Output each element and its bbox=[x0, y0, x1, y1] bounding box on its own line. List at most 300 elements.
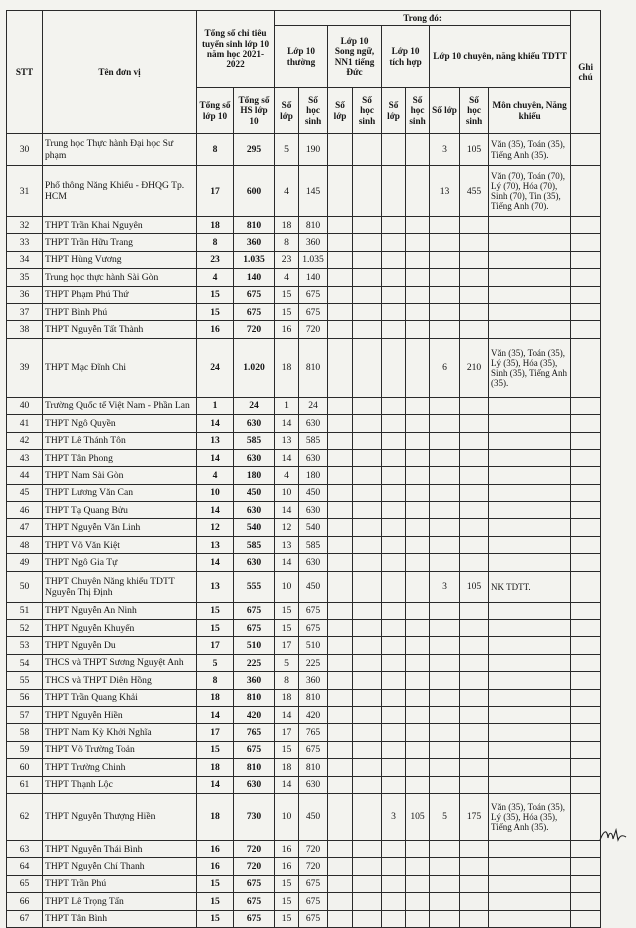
cell-mon-chuyen: Văn (35), Toán (35), Lý (35), Hóa (35), Sinh (35), Tiếng Anh (35). bbox=[489, 338, 571, 397]
cell-mon-chuyen bbox=[489, 910, 571, 927]
header-tong-chi-tieu: Tổng số chỉ tiêu tuyển sinh lớp 10 năm học 2021-2022 bbox=[197, 11, 275, 88]
cell-song-ngu-so-lop bbox=[328, 875, 353, 892]
cell-ghi-chu bbox=[571, 858, 601, 875]
cell-ghi-chu bbox=[571, 251, 601, 268]
cell-thuong-so-lop: 15 bbox=[275, 875, 299, 892]
cell-tich-hop-so-lop bbox=[382, 303, 406, 320]
cell-ghi-chu bbox=[571, 776, 601, 793]
cell-thuong-so-lop: 1 bbox=[275, 397, 299, 414]
cell-chuyen-so-hs bbox=[460, 672, 489, 689]
cell-ghi-chu bbox=[571, 620, 601, 637]
cell-tong-so-lop: 24 bbox=[197, 338, 234, 397]
cell-ghi-chu bbox=[571, 519, 601, 536]
cell-tong-so-lop: 16 bbox=[197, 321, 234, 338]
cell-thuong-so-lop: 14 bbox=[275, 554, 299, 571]
cell-tong-so-lop: 13 bbox=[197, 536, 234, 553]
cell-tong-so-lop: 15 bbox=[197, 286, 234, 303]
cell-ghi-chu bbox=[571, 303, 601, 320]
cell-stt: 55 bbox=[7, 672, 43, 689]
cell-song-ngu-so-lop bbox=[328, 741, 353, 758]
cell-ghi-chu bbox=[571, 217, 601, 234]
cell-tong-so-lop: 15 bbox=[197, 893, 234, 910]
cell-chuyen-so-lop bbox=[430, 234, 460, 251]
cell-tong-so-hs: 810 bbox=[234, 217, 275, 234]
table-body bbox=[7, 134, 601, 928]
cell-stt: 58 bbox=[7, 724, 43, 741]
cell-ten-don-vi: THPT Trần Quang Khải bbox=[43, 689, 197, 706]
cell-ghi-chu bbox=[571, 432, 601, 449]
cell-tong-so-hs: 180 bbox=[234, 467, 275, 484]
cell-ghi-chu bbox=[571, 893, 601, 910]
cell-thuong-so-lop: 15 bbox=[275, 620, 299, 637]
cell-mon-chuyen bbox=[489, 706, 571, 723]
cell-chuyen-so-hs: 210 bbox=[460, 338, 489, 397]
cell-mon-chuyen bbox=[489, 467, 571, 484]
cell-song-ngu-so-lop bbox=[328, 571, 353, 602]
cell-stt: 48 bbox=[7, 536, 43, 553]
cell-tich-hop-so-lop bbox=[382, 134, 406, 166]
cell-song-ngu-so-hs bbox=[353, 706, 382, 723]
cell-tich-hop-so-hs bbox=[406, 910, 430, 927]
cell-song-ngu-so-hs bbox=[353, 776, 382, 793]
cell-song-ngu-so-hs bbox=[353, 620, 382, 637]
table-row bbox=[7, 706, 601, 723]
cell-thuong-so-hs: 630 bbox=[299, 554, 328, 571]
cell-song-ngu-so-lop bbox=[328, 432, 353, 449]
cell-tich-hop-so-lop bbox=[382, 759, 406, 776]
cell-tich-hop-so-lop bbox=[382, 217, 406, 234]
table-row bbox=[7, 286, 601, 303]
table-row bbox=[7, 536, 601, 553]
cell-ghi-chu bbox=[571, 286, 601, 303]
cell-tich-hop-so-hs bbox=[406, 620, 430, 637]
cell-tich-hop-so-hs bbox=[406, 706, 430, 723]
cell-ghi-chu bbox=[571, 467, 601, 484]
cell-thuong-so-hs: 540 bbox=[299, 519, 328, 536]
header-tich-hop-so-lop: Số lớp bbox=[382, 88, 406, 134]
cell-tich-hop-so-hs bbox=[406, 251, 430, 268]
cell-thuong-so-hs: 585 bbox=[299, 432, 328, 449]
table-row bbox=[7, 217, 601, 234]
cell-ten-don-vi: THPT Tân Phong bbox=[43, 449, 197, 466]
cell-tong-so-lop: 14 bbox=[197, 415, 234, 432]
cell-tong-so-hs: 675 bbox=[234, 286, 275, 303]
cell-song-ngu-so-hs bbox=[353, 303, 382, 320]
cell-tong-so-hs: 1.020 bbox=[234, 338, 275, 397]
cell-ghi-chu bbox=[571, 793, 601, 840]
header-lop10-tich-hop: Lớp 10 tích hợp bbox=[382, 26, 430, 88]
cell-stt: 30 bbox=[7, 134, 43, 166]
cell-stt: 53 bbox=[7, 637, 43, 654]
table-row bbox=[7, 858, 601, 875]
cell-mon-chuyen bbox=[489, 858, 571, 875]
cell-tich-hop-so-hs bbox=[406, 724, 430, 741]
cell-ghi-chu bbox=[571, 166, 601, 217]
cell-thuong-so-lop: 17 bbox=[275, 724, 299, 741]
cell-thuong-so-hs: 630 bbox=[299, 415, 328, 432]
cell-tich-hop-so-hs bbox=[406, 637, 430, 654]
cell-tong-so-hs: 360 bbox=[234, 672, 275, 689]
cell-mon-chuyen bbox=[489, 536, 571, 553]
cell-thuong-so-hs: 225 bbox=[299, 654, 328, 671]
cell-ghi-chu bbox=[571, 536, 601, 553]
cell-song-ngu-so-lop bbox=[328, 321, 353, 338]
table-row bbox=[7, 467, 601, 484]
cell-thuong-so-hs: 450 bbox=[299, 571, 328, 602]
cell-thuong-so-lop: 18 bbox=[275, 338, 299, 397]
cell-tong-so-hs: 360 bbox=[234, 234, 275, 251]
cell-tich-hop-so-lop bbox=[382, 166, 406, 217]
cell-song-ngu-so-hs bbox=[353, 484, 382, 501]
cell-tich-hop-so-lop bbox=[382, 467, 406, 484]
table-row bbox=[7, 910, 601, 927]
cell-chuyen-so-lop: 3 bbox=[430, 134, 460, 166]
cell-tich-hop-so-lop bbox=[382, 724, 406, 741]
cell-tich-hop-so-hs bbox=[406, 554, 430, 571]
cell-tich-hop-so-hs bbox=[406, 338, 430, 397]
cell-song-ngu-so-hs bbox=[353, 672, 382, 689]
cell-mon-chuyen bbox=[489, 776, 571, 793]
cell-song-ngu-so-lop bbox=[328, 689, 353, 706]
header-trong-do: Trong đó: bbox=[275, 11, 571, 26]
cell-song-ngu-so-lop bbox=[328, 620, 353, 637]
cell-chuyen-so-lop bbox=[430, 467, 460, 484]
cell-tong-so-hs: 450 bbox=[234, 484, 275, 501]
table-row bbox=[7, 166, 601, 217]
cell-song-ngu-so-lop bbox=[328, 637, 353, 654]
cell-stt: 40 bbox=[7, 397, 43, 414]
cell-tong-so-hs: 225 bbox=[234, 654, 275, 671]
cell-tich-hop-so-hs bbox=[406, 741, 430, 758]
cell-thuong-so-hs: 585 bbox=[299, 536, 328, 553]
cell-ten-don-vi: THPT Nguyễn Văn Linh bbox=[43, 519, 197, 536]
cell-stt: 32 bbox=[7, 217, 43, 234]
cell-chuyen-so-lop bbox=[430, 776, 460, 793]
table-row bbox=[7, 672, 601, 689]
cell-chuyen-so-lop bbox=[430, 286, 460, 303]
cell-mon-chuyen bbox=[489, 269, 571, 286]
cell-tong-so-hs: 810 bbox=[234, 759, 275, 776]
cell-song-ngu-so-lop bbox=[328, 269, 353, 286]
cell-song-ngu-so-hs bbox=[353, 217, 382, 234]
cell-stt: 64 bbox=[7, 858, 43, 875]
cell-chuyen-so-hs bbox=[460, 484, 489, 501]
cell-chuyen-so-hs bbox=[460, 875, 489, 892]
table-row bbox=[7, 502, 601, 519]
cell-stt: 60 bbox=[7, 759, 43, 776]
cell-tich-hop-so-hs bbox=[406, 858, 430, 875]
cell-stt: 42 bbox=[7, 432, 43, 449]
cell-chuyen-so-hs bbox=[460, 536, 489, 553]
cell-chuyen-so-lop bbox=[430, 893, 460, 910]
cell-chuyen-so-hs bbox=[460, 415, 489, 432]
cell-song-ngu-so-hs bbox=[353, 554, 382, 571]
cell-tong-so-hs: 675 bbox=[234, 910, 275, 927]
cell-mon-chuyen bbox=[489, 502, 571, 519]
table-row bbox=[7, 449, 601, 466]
cell-thuong-so-hs: 24 bbox=[299, 397, 328, 414]
cell-chuyen-so-hs bbox=[460, 432, 489, 449]
cell-thuong-so-hs: 630 bbox=[299, 449, 328, 466]
cell-stt: 59 bbox=[7, 741, 43, 758]
cell-ten-don-vi: THCS và THPT Diên Hồng bbox=[43, 672, 197, 689]
cell-chuyen-so-hs bbox=[460, 724, 489, 741]
cell-thuong-so-lop: 15 bbox=[275, 303, 299, 320]
cell-stt: 46 bbox=[7, 502, 43, 519]
cell-thuong-so-hs: 360 bbox=[299, 672, 328, 689]
cell-thuong-so-lop: 4 bbox=[275, 269, 299, 286]
cell-tich-hop-so-lop bbox=[382, 519, 406, 536]
cell-song-ngu-so-lop bbox=[328, 602, 353, 619]
cell-tich-hop-so-lop bbox=[382, 637, 406, 654]
cell-ghi-chu bbox=[571, 741, 601, 758]
cell-tong-so-lop: 16 bbox=[197, 840, 234, 857]
cell-tong-so-lop: 15 bbox=[197, 602, 234, 619]
cell-stt: 31 bbox=[7, 166, 43, 217]
cell-chuyen-so-hs bbox=[460, 910, 489, 927]
cell-song-ngu-so-lop bbox=[328, 217, 353, 234]
cell-thuong-so-lop: 4 bbox=[275, 166, 299, 217]
cell-thuong-so-lop: 14 bbox=[275, 706, 299, 723]
cell-chuyen-so-hs bbox=[460, 893, 489, 910]
cell-tich-hop-so-hs bbox=[406, 602, 430, 619]
cell-ten-don-vi: THPT Ngô Gia Tự bbox=[43, 554, 197, 571]
cell-tich-hop-so-lop bbox=[382, 571, 406, 602]
cell-thuong-so-hs: 675 bbox=[299, 286, 328, 303]
cell-tong-so-hs: 510 bbox=[234, 637, 275, 654]
cell-mon-chuyen bbox=[489, 554, 571, 571]
cell-stt: 44 bbox=[7, 467, 43, 484]
cell-thuong-so-lop: 18 bbox=[275, 759, 299, 776]
cell-song-ngu-so-hs bbox=[353, 502, 382, 519]
cell-song-ngu-so-hs bbox=[353, 432, 382, 449]
cell-ten-don-vi: THPT Trần Phú bbox=[43, 875, 197, 892]
cell-mon-chuyen bbox=[489, 217, 571, 234]
cell-tich-hop-so-lop bbox=[382, 269, 406, 286]
cell-ten-don-vi: THPT Trường Chinh bbox=[43, 759, 197, 776]
cell-chuyen-so-hs bbox=[460, 689, 489, 706]
cell-chuyen-so-hs bbox=[460, 303, 489, 320]
cell-thuong-so-lop: 14 bbox=[275, 449, 299, 466]
cell-thuong-so-lop: 16 bbox=[275, 858, 299, 875]
cell-thuong-so-hs: 810 bbox=[299, 689, 328, 706]
cell-tich-hop-so-lop bbox=[382, 672, 406, 689]
cell-tich-hop-so-lop: 3 bbox=[382, 793, 406, 840]
cell-mon-chuyen bbox=[489, 432, 571, 449]
table-row bbox=[7, 654, 601, 671]
cell-ten-don-vi: THPT Nam Kỳ Khởi Nghĩa bbox=[43, 724, 197, 741]
cell-tich-hop-so-lop bbox=[382, 338, 406, 397]
header-song-ngu-so-hs: Số học sinh bbox=[353, 88, 382, 134]
cell-tong-so-hs: 675 bbox=[234, 620, 275, 637]
cell-chuyen-so-lop bbox=[430, 415, 460, 432]
cell-mon-chuyen bbox=[489, 484, 571, 501]
cell-tong-so-hs: 675 bbox=[234, 303, 275, 320]
cell-chuyen-so-lop bbox=[430, 602, 460, 619]
cell-thuong-so-hs: 180 bbox=[299, 467, 328, 484]
cell-chuyen-so-hs bbox=[460, 858, 489, 875]
cell-song-ngu-so-lop bbox=[328, 554, 353, 571]
cell-tich-hop-so-lop bbox=[382, 484, 406, 501]
cell-tong-so-lop: 17 bbox=[197, 166, 234, 217]
cell-song-ngu-so-lop bbox=[328, 793, 353, 840]
cell-ten-don-vi: THPT Mạc Đĩnh Chi bbox=[43, 338, 197, 397]
cell-tong-so-lop: 16 bbox=[197, 858, 234, 875]
cell-thuong-so-lop: 23 bbox=[275, 251, 299, 268]
table-row bbox=[7, 620, 601, 637]
cell-tich-hop-so-hs bbox=[406, 571, 430, 602]
cell-mon-chuyen bbox=[489, 519, 571, 536]
cell-ten-don-vi: THPT Lê Thánh Tôn bbox=[43, 432, 197, 449]
cell-thuong-so-hs: 720 bbox=[299, 840, 328, 857]
cell-thuong-so-hs: 1.035 bbox=[299, 251, 328, 268]
cell-tong-so-hs: 630 bbox=[234, 449, 275, 466]
cell-thuong-so-lop: 10 bbox=[275, 484, 299, 501]
cell-tong-so-hs: 585 bbox=[234, 432, 275, 449]
cell-tich-hop-so-lop bbox=[382, 449, 406, 466]
cell-tong-so-lop: 18 bbox=[197, 793, 234, 840]
cell-thuong-so-hs: 140 bbox=[299, 269, 328, 286]
cell-tong-so-lop: 23 bbox=[197, 251, 234, 268]
cell-tong-so-hs: 630 bbox=[234, 776, 275, 793]
cell-stt: 49 bbox=[7, 554, 43, 571]
cell-ten-don-vi: THPT Nguyễn Thái Bình bbox=[43, 840, 197, 857]
cell-song-ngu-so-hs bbox=[353, 134, 382, 166]
cell-song-ngu-so-hs bbox=[353, 637, 382, 654]
cell-tich-hop-so-lop bbox=[382, 286, 406, 303]
table-row bbox=[7, 415, 601, 432]
cell-tich-hop-so-hs bbox=[406, 689, 430, 706]
cell-ghi-chu bbox=[571, 269, 601, 286]
cell-tich-hop-so-hs bbox=[406, 397, 430, 414]
cell-chuyen-so-hs: 105 bbox=[460, 134, 489, 166]
cell-tich-hop-so-lop bbox=[382, 620, 406, 637]
table-row bbox=[7, 554, 601, 571]
cell-tich-hop-so-lop bbox=[382, 706, 406, 723]
cell-mon-chuyen bbox=[489, 286, 571, 303]
cell-song-ngu-so-hs bbox=[353, 724, 382, 741]
cell-song-ngu-so-hs bbox=[353, 759, 382, 776]
cell-song-ngu-so-lop bbox=[328, 338, 353, 397]
cell-song-ngu-so-hs bbox=[353, 654, 382, 671]
cell-tong-so-lop: 18 bbox=[197, 689, 234, 706]
table-row bbox=[7, 689, 601, 706]
cell-ghi-chu bbox=[571, 449, 601, 466]
cell-chuyen-so-hs: 175 bbox=[460, 793, 489, 840]
cell-mon-chuyen bbox=[489, 449, 571, 466]
cell-chuyen-so-lop bbox=[430, 706, 460, 723]
cell-tong-so-hs: 140 bbox=[234, 269, 275, 286]
cell-tich-hop-so-hs bbox=[406, 303, 430, 320]
cell-thuong-so-lop: 18 bbox=[275, 217, 299, 234]
cell-song-ngu-so-lop bbox=[328, 724, 353, 741]
cell-thuong-so-hs: 810 bbox=[299, 759, 328, 776]
cell-mon-chuyen bbox=[489, 251, 571, 268]
header-stt: STT bbox=[7, 11, 43, 134]
cell-tong-so-lop: 4 bbox=[197, 467, 234, 484]
cell-tong-so-lop: 13 bbox=[197, 432, 234, 449]
cell-tich-hop-so-lop bbox=[382, 234, 406, 251]
cell-tong-so-lop: 12 bbox=[197, 519, 234, 536]
cell-chuyen-so-hs bbox=[460, 449, 489, 466]
cell-thuong-so-lop: 13 bbox=[275, 432, 299, 449]
table-row bbox=[7, 776, 601, 793]
cell-ghi-chu bbox=[571, 724, 601, 741]
cell-tong-so-hs: 675 bbox=[234, 602, 275, 619]
cell-chuyen-so-lop bbox=[430, 840, 460, 857]
cell-tich-hop-so-hs bbox=[406, 234, 430, 251]
cell-song-ngu-so-lop bbox=[328, 706, 353, 723]
cell-ten-don-vi: THCS và THPT Sương Nguyệt Anh bbox=[43, 654, 197, 671]
cell-thuong-so-lop: 4 bbox=[275, 467, 299, 484]
table-row bbox=[7, 269, 601, 286]
cell-song-ngu-so-hs bbox=[353, 571, 382, 602]
table-row bbox=[7, 759, 601, 776]
cell-song-ngu-so-lop bbox=[328, 759, 353, 776]
cell-ghi-chu bbox=[571, 637, 601, 654]
cell-tong-so-lop: 15 bbox=[197, 620, 234, 637]
cell-tong-so-hs: 720 bbox=[234, 321, 275, 338]
cell-tong-so-hs: 585 bbox=[234, 536, 275, 553]
cell-chuyen-so-lop: 13 bbox=[430, 166, 460, 217]
cell-tich-hop-so-hs bbox=[406, 449, 430, 466]
cell-tich-hop-so-lop bbox=[382, 536, 406, 553]
cell-chuyen-so-lop bbox=[430, 910, 460, 927]
cell-thuong-so-hs: 450 bbox=[299, 793, 328, 840]
cell-thuong-so-hs: 810 bbox=[299, 338, 328, 397]
cell-mon-chuyen bbox=[489, 724, 571, 741]
cell-thuong-so-hs: 675 bbox=[299, 303, 328, 320]
cell-tich-hop-so-lop bbox=[382, 502, 406, 519]
table-row bbox=[7, 741, 601, 758]
cell-tich-hop-so-lop bbox=[382, 858, 406, 875]
table-row bbox=[7, 571, 601, 602]
cell-ten-don-vi: Trung học thực hành Sài Gòn bbox=[43, 269, 197, 286]
cell-thuong-so-lop: 8 bbox=[275, 234, 299, 251]
cell-ten-don-vi: THPT Trần Khai Nguyên bbox=[43, 217, 197, 234]
cell-chuyen-so-hs bbox=[460, 620, 489, 637]
cell-tong-so-hs: 720 bbox=[234, 840, 275, 857]
cell-stt: 45 bbox=[7, 484, 43, 501]
cell-ten-don-vi: THPT Thạnh Lộc bbox=[43, 776, 197, 793]
cell-stt: 63 bbox=[7, 840, 43, 857]
cell-tong-so-lop: 4 bbox=[197, 269, 234, 286]
header-tong-so-hs: Tổng số HS lớp 10 bbox=[234, 88, 275, 134]
cell-ghi-chu bbox=[571, 397, 601, 414]
cell-song-ngu-so-hs bbox=[353, 321, 382, 338]
table-row bbox=[7, 793, 601, 840]
cell-tich-hop-so-hs bbox=[406, 432, 430, 449]
cell-song-ngu-so-lop bbox=[328, 672, 353, 689]
cell-chuyen-so-hs bbox=[460, 502, 489, 519]
cell-tich-hop-so-lop bbox=[382, 875, 406, 892]
cell-tong-so-hs: 540 bbox=[234, 519, 275, 536]
cell-ten-don-vi: THPT Võ Văn Kiệt bbox=[43, 536, 197, 553]
cell-stt: 37 bbox=[7, 303, 43, 320]
cell-ten-don-vi: THPT Hùng Vương bbox=[43, 251, 197, 268]
cell-ghi-chu bbox=[571, 571, 601, 602]
cell-ten-don-vi: THPT Phạm Phú Thứ bbox=[43, 286, 197, 303]
cell-stt: 62 bbox=[7, 793, 43, 840]
cell-thuong-so-hs: 675 bbox=[299, 910, 328, 927]
cell-chuyen-so-lop bbox=[430, 397, 460, 414]
cell-tong-so-hs: 24 bbox=[234, 397, 275, 414]
cell-ghi-chu bbox=[571, 840, 601, 857]
cell-tich-hop-so-hs bbox=[406, 321, 430, 338]
cell-song-ngu-so-hs bbox=[353, 875, 382, 892]
cell-thuong-so-hs: 145 bbox=[299, 166, 328, 217]
cell-ten-don-vi: THPT Tạ Quang Bửu bbox=[43, 502, 197, 519]
